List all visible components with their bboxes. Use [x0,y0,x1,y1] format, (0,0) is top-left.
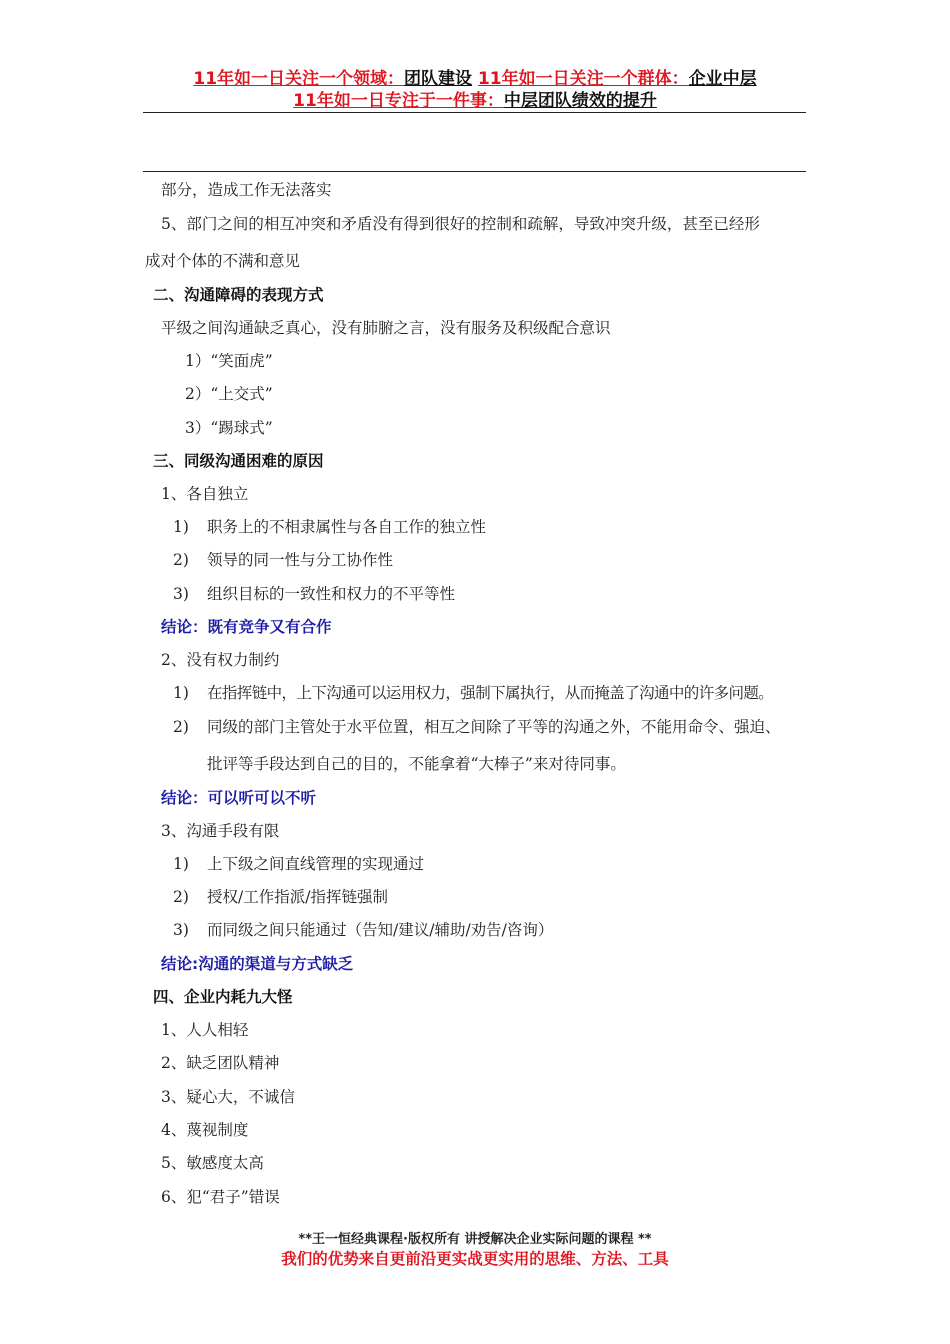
list-item: 领导的同一性与分工协作性 [207,551,394,569]
header-focus-domain-value: 团队建设 [404,69,473,89]
conclusion-1: 结论：既有竞争又有合作 [161,618,332,636]
list-item: 4、蔑视制度 [161,1121,249,1139]
list-number: 2) [173,888,189,906]
list-number: 3) [173,921,189,939]
list-number: 2) [173,718,189,736]
list-item: 6、犯“君子”错误 [161,1188,280,1206]
list-item: 2）“上交式” [185,385,273,403]
list-item: 职务上的不相隶属性与各自工作的独立性 [207,518,487,536]
header-focus-task-value: 中层团队绩效的提升 [503,91,657,111]
list-number: 1) [173,855,189,873]
list-item: 2、缺乏团队精神 [161,1054,280,1072]
body-line: 成对个体的不满和意见 [145,252,301,270]
subsection-title: 1、各自独立 [161,485,249,503]
header-focus-domain-label: 11年如一日关注一个领域： [193,69,405,89]
list-item: 1）“笑面虎” [185,352,273,370]
footer-copyright: **王一恒经典课程·版权所有 讲授解决企业实际问题的课程 ** [298,1232,652,1247]
section-heading-2: 二、沟通障碍的表现方式 [153,286,324,304]
list-number: 2) [173,551,189,569]
list-item: 上下级之间直线管理的实现通过 [207,855,425,873]
list-item: 授权/工作指派/指挥链强制 [207,888,388,906]
list-item-continuation: 批评等手段达到自己的目的，不能拿着“大棒子”来对待同事。 [207,755,626,773]
conclusion-2: 结论：可以听可以不听 [161,789,317,807]
list-item: 1、人人相轻 [161,1021,249,1039]
list-item: 3）“踢球式” [185,419,273,437]
section-heading-3: 三、同级沟通困难的原因 [153,452,324,470]
list-number: 1) [173,684,189,702]
list-item: 同级的部门主管处于水平位置，相互之间除了平等的沟通之外，不能用命令、强迫、 [207,718,781,736]
list-item: 组织目标的一致性和权力的不平等性 [207,585,456,603]
header-divider [143,112,806,113]
list-number: 3) [173,585,189,603]
header-focus-group-label: 11年如一日关注一个群体： [477,69,689,89]
list-item: 而同级之间只能通过（告知/建议/辅助/劝告/咨询） [207,921,554,939]
body-line: 平级之间沟通缺乏真心，没有肺腑之言，没有服务及积级配合意识 [161,319,611,337]
list-item: 5、敏感度太高 [161,1154,264,1172]
list-item: 3、疑心大，不诚信 [161,1088,295,1106]
body-line: 5、部门之间的相互冲突和矛盾没有得到很好的控制和疏解，导致冲突升级，甚至已经形 [161,215,760,233]
footer-slogan: 我们的优势来自更前沿更实战更实用的思维、方法、工具 [281,1250,669,1268]
list-item: 在指挥链中，上下沟通可以运用权力，强制下属执行，从而掩盖了沟通中的许多问题。 [207,684,774,702]
subsection-title: 3、沟通手段有限 [161,822,280,840]
header-line-1 [0,69,950,90]
subsection-title: 2、没有权力制约 [161,651,280,669]
header-line-2 [0,91,950,112]
section-heading-4: 四、企业内耗九大怪 [153,988,293,1006]
list-number: 1) [173,518,189,536]
header-focus-task-label: 11年如一日专注于一件事： [293,91,504,111]
header-focus-group-value: 企业中层 [688,69,757,89]
conclusion-3: 结论:沟通的渠道与方式缺乏 [161,955,354,973]
body-line: 部分，造成工作无法落实 [161,181,332,199]
content-divider [143,171,806,172]
